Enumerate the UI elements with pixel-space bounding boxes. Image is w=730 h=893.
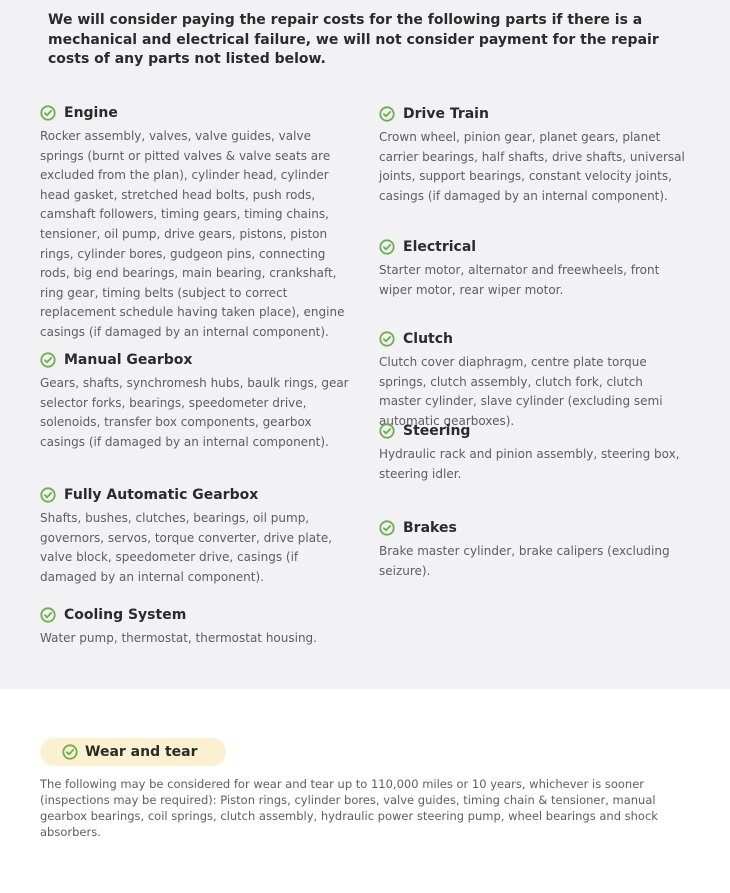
section-title: Clutch xyxy=(403,331,453,347)
section-engine xyxy=(40,103,350,343)
check-circle-icon xyxy=(379,239,395,255)
section-title: Engine xyxy=(64,105,118,121)
intro-text: We will consider paying the repair costs for the following parts if there is a mechanical and electrical failure, we will not consider payment for the repair costs of any parts not listed below. xyxy=(48,12,659,67)
section-manual-gearbox xyxy=(40,350,350,452)
wear-and-tear-title: Wear and tear xyxy=(85,744,198,760)
check-circle-icon xyxy=(62,744,78,760)
check-circle-icon xyxy=(40,607,56,623)
section-title: Fully Automatic Gearbox xyxy=(64,487,259,503)
section-electrical xyxy=(379,237,689,300)
check-circle-icon xyxy=(379,106,395,122)
section-drive-train xyxy=(379,104,689,206)
section-title: Brakes xyxy=(403,520,457,536)
section-title: Drive Train xyxy=(403,106,489,122)
section-text: Rocker assembly, valves, valve guides, valve springs (burnt or pitted valves & valve seats are excluded from the plan), cylinder head, cylinder head gasket, stretched head bolts, push rods, camshaft followers, timing gears, timing chains, tensioner, oil pump, drive gears, pistons, piston rings, cylinder bores, gudgeon pins, connecting rods, big end bearings, main bearing, crankshaft, ring gear, timing belts (subject to correct replacement schedule having taken place), engine casings (if damaged by an internal component). xyxy=(40,129,345,339)
section-fully-automatic-gearbox xyxy=(40,485,350,587)
section-cooling-system xyxy=(40,605,350,649)
section-text: Water pump, thermostat, thermostat housing. xyxy=(40,631,317,645)
section-text: Crown wheel, pinion gear, planet gears, planet carrier bearings, half shafts, drive shafts, universal joints, support bearings, constant velocity joints, casings (if damaged by an internal component). xyxy=(379,130,685,203)
section-text: Clutch cover diaphragm, centre plate torque springs, clutch assembly, clutch fork, clutch master cylinder, slave cylinder (excluding semi automatic gearboxes). xyxy=(379,355,663,428)
check-circle-icon xyxy=(40,487,56,503)
section-text: Hydraulic rack and pinion assembly, steering box, steering idler. xyxy=(379,447,680,481)
check-circle-icon xyxy=(379,520,395,536)
section-clutch xyxy=(379,329,689,431)
section-text: Brake master cylinder, brake calipers (excluding seizure). xyxy=(379,544,670,578)
section-title: Cooling System xyxy=(64,607,187,623)
wear-and-tear-badge xyxy=(40,738,226,766)
section-text: Gears, shafts, synchromesh hubs, baulk rings, gear selector forks, bearings, speedometer drive, solenoids, transfer box components, gearbox casings (if damaged by an internal component). xyxy=(40,376,349,449)
check-circle-icon xyxy=(40,105,56,121)
check-circle-icon xyxy=(379,331,395,347)
wear-and-tear-text: The following may be considered for wear and tear up to 110,000 miles or 10 years, whichever is sooner (inspections may be required): Piston rings, cylinder bores, valve guides, timing chain & tensioner, manual gearbox bearings, coil springs, clutch assembly, hydraulic power steering pump, wheel bearings and shock absorbers. xyxy=(40,777,658,839)
section-title: Steering xyxy=(403,423,471,439)
section-title: Electrical xyxy=(403,239,477,255)
check-circle-icon xyxy=(379,423,395,439)
check-circle-icon xyxy=(40,352,56,368)
section-steering xyxy=(379,421,689,484)
section-brakes xyxy=(379,518,689,581)
section-text: Starter motor, alternator and freewheels, front wiper motor, rear wiper motor. xyxy=(379,263,660,297)
section-title: Manual Gearbox xyxy=(64,352,193,368)
section-text: Shafts, bushes, clutches, bearings, oil pump, governors, servos, torque converter, drive plate, valve block, speedometer drive, casings (if damaged by an internal component). xyxy=(40,511,333,584)
